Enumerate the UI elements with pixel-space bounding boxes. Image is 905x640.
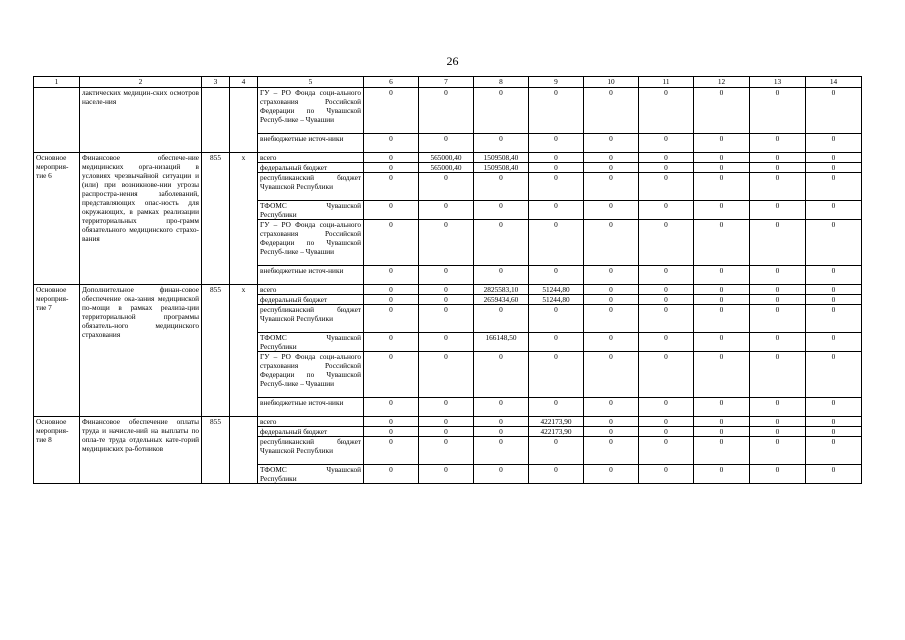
value-cell: 0 — [529, 134, 584, 153]
value-cell: 0 — [529, 398, 584, 417]
value-cell: 0 — [806, 352, 862, 398]
header-cell: 14 — [806, 77, 862, 88]
value-cell: 0 — [750, 437, 806, 465]
header-cell: 12 — [694, 77, 750, 88]
value-cell: 0 — [806, 437, 862, 465]
value-cell: 0 — [529, 173, 584, 201]
header-cell: 11 — [639, 77, 694, 88]
value-cell: 0 — [529, 266, 584, 285]
value-cell: 0 — [364, 220, 419, 266]
funding-source-cell: ТФОМС Чувашской Республики — [258, 201, 364, 220]
header-cell: 5 — [258, 77, 364, 88]
table-body — [34, 77, 862, 484]
value-cell: 0 — [419, 266, 474, 285]
value-cell: 0 — [474, 352, 529, 398]
value-cell: 0 — [529, 153, 584, 163]
activity-code-cell: Основное мероприя-тие 7 — [34, 285, 80, 417]
value-cell: 0 — [364, 427, 419, 437]
value-cell: 0 — [529, 352, 584, 398]
funding-source-cell: федеральный бюджет — [258, 295, 364, 305]
value-cell: 0 — [474, 173, 529, 201]
value-cell: 0 — [584, 352, 639, 398]
value-cell: 0 — [584, 305, 639, 333]
header-cell: 10 — [584, 77, 639, 88]
value-cell: 0 — [639, 173, 694, 201]
value-cell: 0 — [694, 417, 750, 427]
value-cell: 0 — [639, 201, 694, 220]
funding-source-cell: ГУ – РО Фонда соци-ального страхования Российской Федерации по Чувашской Респуб-лике – Чувашии — [258, 352, 364, 398]
value-cell: 0 — [419, 88, 474, 134]
value-cell: 0 — [694, 398, 750, 417]
value-cell: 0 — [474, 220, 529, 266]
value-cell: 0 — [750, 352, 806, 398]
value-cell: 0 — [694, 163, 750, 173]
header-row — [34, 77, 862, 88]
value-cell: 0 — [419, 201, 474, 220]
value-cell: 0 — [750, 220, 806, 266]
value-cell: 0 — [639, 352, 694, 398]
value-cell: 422173,90 — [529, 417, 584, 427]
value-cell: 0 — [419, 465, 474, 484]
value-cell: 51244,80 — [529, 285, 584, 295]
value-cell: 0 — [750, 153, 806, 163]
value-cell: 0 — [584, 266, 639, 285]
budget-code-cell — [230, 88, 258, 153]
header-cell: 1 — [34, 77, 80, 88]
value-cell: 0 — [750, 417, 806, 427]
value-cell: 0 — [419, 305, 474, 333]
header-cell: 8 — [474, 77, 529, 88]
value-cell: 0 — [694, 437, 750, 465]
value-cell: 0 — [364, 417, 419, 427]
funding-source-cell: всего — [258, 285, 364, 295]
value-cell: 0 — [806, 417, 862, 427]
funding-source-cell: внебюджетные источ-ники — [258, 398, 364, 417]
value-cell: 0 — [584, 465, 639, 484]
value-cell: 0 — [364, 398, 419, 417]
funding-source-cell: ТФОМС Чувашской Республики — [258, 333, 364, 352]
activity-description-cell: лактических медицин-ских осмотров населе-ния — [80, 88, 202, 153]
budget-table — [33, 76, 862, 484]
value-cell: 0 — [419, 173, 474, 201]
value-cell: 0 — [474, 305, 529, 333]
value-cell: 0 — [419, 352, 474, 398]
value-cell: 0 — [750, 266, 806, 285]
value-cell: 0 — [806, 153, 862, 163]
value-cell: 0 — [806, 285, 862, 295]
funding-source-cell: ТФОМС Чувашской Республики — [258, 465, 364, 484]
value-cell: 565000,40 — [419, 153, 474, 163]
value-cell: 0 — [529, 201, 584, 220]
funding-source-cell: внебюджетные источ-ники — [258, 134, 364, 153]
header-cell: 6 — [364, 77, 419, 88]
value-cell: 0 — [529, 88, 584, 134]
header-cell: 9 — [529, 77, 584, 88]
value-cell: 0 — [584, 295, 639, 305]
value-cell: 0 — [364, 173, 419, 201]
header-cell: 4 — [230, 77, 258, 88]
value-cell: 0 — [750, 427, 806, 437]
executor-code-cell — [202, 88, 230, 153]
page-number: 26 — [446, 54, 459, 68]
value-cell: 0 — [474, 465, 529, 484]
value-cell: 0 — [806, 173, 862, 201]
value-cell: 0 — [694, 285, 750, 295]
value-cell: 0 — [584, 153, 639, 163]
value-cell: 0 — [750, 465, 806, 484]
value-cell: 0 — [419, 220, 474, 266]
value-cell: 0 — [474, 427, 529, 437]
header-cell: 3 — [202, 77, 230, 88]
value-cell: 51244,80 — [529, 295, 584, 305]
value-cell: 0 — [584, 134, 639, 153]
value-cell: 0 — [639, 295, 694, 305]
funding-source-cell: внебюджетные источ-ники — [258, 266, 364, 285]
funding-source-cell: федеральный бюджет — [258, 427, 364, 437]
value-cell: 1509508,40 — [474, 163, 529, 173]
funding-source-cell: всего — [258, 417, 364, 427]
header-cell: 7 — [419, 77, 474, 88]
value-cell: 0 — [474, 88, 529, 134]
table-row — [34, 285, 862, 295]
value-cell: 0 — [364, 88, 419, 134]
value-cell: 0 — [419, 417, 474, 427]
value-cell: 0 — [806, 295, 862, 305]
value-cell: 565000,40 — [419, 163, 474, 173]
value-cell: 0 — [364, 352, 419, 398]
value-cell: 0 — [806, 266, 862, 285]
value-cell: 0 — [364, 305, 419, 333]
value-cell: 0 — [529, 163, 584, 173]
funding-source-cell: федеральный бюджет — [258, 163, 364, 173]
value-cell: 0 — [529, 333, 584, 352]
activity-description-cell: Финансовое обеспечение оплаты труда и начисле-ний на выплаты по опла-те труда отдельных кате-горий медицинских ра-ботников — [80, 417, 202, 484]
value-cell: 0 — [419, 333, 474, 352]
funding-source-cell: ГУ – РО Фонда соци-ального страхования Российской Федерации по Чувашской Респуб-лике – Чувашии — [258, 88, 364, 134]
value-cell: 0 — [584, 398, 639, 417]
value-cell: 0 — [364, 437, 419, 465]
value-cell: 0 — [584, 333, 639, 352]
value-cell: 0 — [419, 398, 474, 417]
value-cell: 0 — [639, 285, 694, 295]
value-cell: 0 — [750, 163, 806, 173]
funding-source-cell: всего — [258, 153, 364, 163]
value-cell: 0 — [750, 333, 806, 352]
funding-source-cell: республиканский бюджет Чувашской Республики — [258, 305, 364, 333]
value-cell: 0 — [639, 417, 694, 427]
activity-code-cell: Основное мероприя-тие 8 — [34, 417, 80, 484]
value-cell: 0 — [639, 333, 694, 352]
funding-source-cell: ГУ – РО Фонда соци-ального страхования Российской Федерации по Чувашской Респуб-лике – Чувашии — [258, 220, 364, 266]
value-cell: 0 — [419, 437, 474, 465]
value-cell: 0 — [806, 427, 862, 437]
value-cell: 0 — [584, 417, 639, 427]
value-cell: 0 — [806, 220, 862, 266]
value-cell: 0 — [639, 153, 694, 163]
value-cell: 0 — [806, 305, 862, 333]
budget-code-cell — [230, 417, 258, 484]
value-cell: 0 — [529, 305, 584, 333]
value-cell: 0 — [639, 427, 694, 437]
value-cell: 0 — [584, 427, 639, 437]
activity-description-cell: Дополнительное финан-совое обеспечение ока-зания медицинской по-мощи в рамках реализа-ции территориальной программы обязатель-ного медицинского страхования — [80, 285, 202, 417]
value-cell: 0 — [694, 173, 750, 201]
value-cell: 0 — [364, 465, 419, 484]
value-cell: 0 — [419, 427, 474, 437]
value-cell: 0 — [474, 437, 529, 465]
value-cell: 0 — [750, 285, 806, 295]
value-cell: 0 — [694, 201, 750, 220]
executor-code-cell: 855 — [202, 285, 230, 417]
value-cell: 0 — [750, 305, 806, 333]
value-cell: 0 — [806, 163, 862, 173]
executor-code-cell: 855 — [202, 417, 230, 484]
value-cell: 0 — [806, 134, 862, 153]
value-cell: 0 — [750, 201, 806, 220]
value-cell: 0 — [806, 333, 862, 352]
value-cell: 0 — [529, 220, 584, 266]
activity-code-cell: Основное мероприя-тие 6 — [34, 153, 80, 285]
value-cell: 0 — [750, 173, 806, 201]
value-cell: 0 — [419, 134, 474, 153]
value-cell: 0 — [474, 417, 529, 427]
value-cell: 0 — [364, 134, 419, 153]
value-cell: 0 — [694, 465, 750, 484]
header-cell: 13 — [750, 77, 806, 88]
value-cell: 0 — [639, 134, 694, 153]
value-cell: 2825583,10 — [474, 285, 529, 295]
value-cell: 0 — [364, 153, 419, 163]
value-cell: 0 — [419, 295, 474, 305]
value-cell: 0 — [364, 295, 419, 305]
value-cell: 0 — [694, 295, 750, 305]
value-cell: 0 — [694, 352, 750, 398]
value-cell: 0 — [806, 465, 862, 484]
budget-code-cell: х — [230, 153, 258, 285]
value-cell: 0 — [639, 398, 694, 417]
value-cell: 0 — [584, 173, 639, 201]
value-cell: 0 — [639, 305, 694, 333]
value-cell: 0 — [364, 285, 419, 295]
value-cell: 0 — [474, 398, 529, 417]
table-row — [34, 88, 862, 134]
activity-code-cell — [34, 88, 80, 153]
value-cell: 0 — [694, 88, 750, 134]
value-cell: 0 — [694, 427, 750, 437]
value-cell: 0 — [584, 437, 639, 465]
funding-source-cell: республиканский бюджет Чувашской Республики — [258, 437, 364, 465]
value-cell: 0 — [584, 285, 639, 295]
value-cell: 422173,90 — [529, 427, 584, 437]
value-cell: 0 — [750, 88, 806, 134]
value-cell: 0 — [364, 333, 419, 352]
value-cell: 0 — [584, 220, 639, 266]
value-cell: 2659434,60 — [474, 295, 529, 305]
value-cell: 0 — [364, 201, 419, 220]
value-cell: 0 — [750, 295, 806, 305]
value-cell: 0 — [750, 398, 806, 417]
value-cell: 0 — [639, 266, 694, 285]
value-cell: 0 — [694, 305, 750, 333]
value-cell: 0 — [529, 437, 584, 465]
table-row — [34, 153, 862, 163]
value-cell: 0 — [474, 134, 529, 153]
value-cell: 0 — [419, 285, 474, 295]
value-cell: 0 — [694, 266, 750, 285]
value-cell: 0 — [694, 220, 750, 266]
activity-description-cell: Финансовое обеспече-ние медицинских орга-низаций в условиях чрезвычайной ситуации и (или) при возникнове-нии угрозы распростра-нения заболеваний, представляющих опас-ность для окружающих, в рамках реализации территориальных про-грамм обязательного медицинского страхо-вания — [80, 153, 202, 285]
budget-code-cell: х — [230, 285, 258, 417]
value-cell: 0 — [639, 88, 694, 134]
table-row — [34, 417, 862, 427]
value-cell: 0 — [474, 266, 529, 285]
executor-code-cell: 855 — [202, 153, 230, 285]
value-cell: 0 — [474, 201, 529, 220]
header-cell: 2 — [80, 77, 202, 88]
value-cell: 0 — [584, 163, 639, 173]
value-cell: 0 — [639, 220, 694, 266]
value-cell: 0 — [694, 333, 750, 352]
value-cell: 0 — [806, 398, 862, 417]
value-cell: 0 — [364, 163, 419, 173]
value-cell: 0 — [750, 134, 806, 153]
value-cell: 0 — [694, 134, 750, 153]
value-cell: 0 — [694, 153, 750, 163]
value-cell: 0 — [529, 465, 584, 484]
value-cell: 0 — [639, 465, 694, 484]
value-cell: 0 — [584, 88, 639, 134]
value-cell: 1509508,40 — [474, 153, 529, 163]
funding-source-cell: республиканский бюджет Чувашской Республики — [258, 173, 364, 201]
value-cell: 0 — [806, 201, 862, 220]
value-cell: 166148,50 — [474, 333, 529, 352]
value-cell: 0 — [584, 201, 639, 220]
value-cell: 0 — [806, 88, 862, 134]
value-cell: 0 — [364, 266, 419, 285]
value-cell: 0 — [639, 163, 694, 173]
value-cell: 0 — [639, 437, 694, 465]
